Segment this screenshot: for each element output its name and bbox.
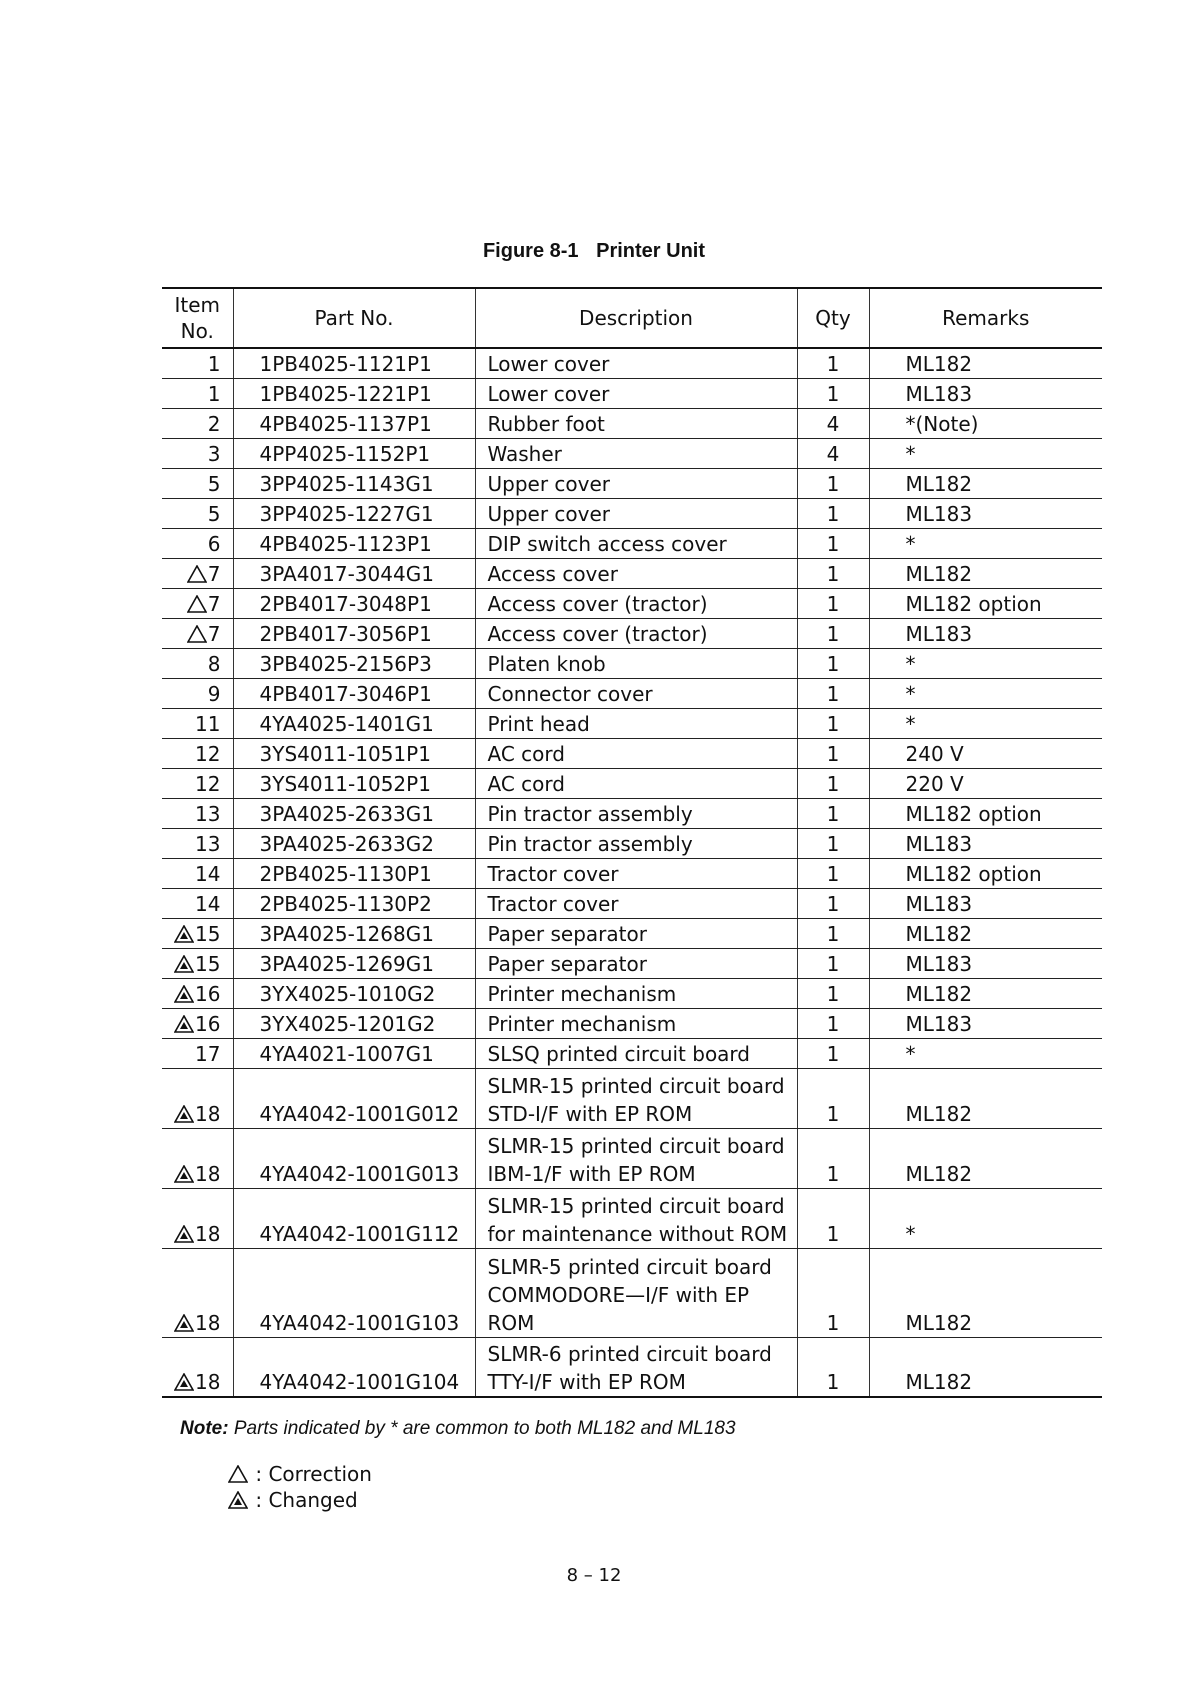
item-no-cell: 8 (162, 648, 233, 678)
item-no-cell: 2 (162, 408, 233, 438)
item-no-cell: 5 (162, 498, 233, 528)
qty-cell: 1 (797, 558, 869, 588)
part-no-cell: 3YX4025-1201G2 (233, 1008, 475, 1038)
changed-triangle-icon (174, 955, 194, 973)
qty-cell: 1 (797, 528, 869, 558)
part-no-cell: 4PP4025-1152P1 (233, 438, 475, 468)
item-no-cell: 15 (162, 918, 233, 948)
qty-cell: 1 (797, 738, 869, 768)
table-row (162, 678, 1102, 708)
legend-correction (228, 1462, 372, 1486)
qty-cell: 1 (797, 1008, 869, 1038)
remarks-cell: ML182 (869, 1248, 1102, 1337)
item-no-cell: 12 (162, 738, 233, 768)
description-cell: AC cord (475, 768, 797, 798)
description-cell: Platen knob (475, 648, 797, 678)
remarks-cell: ML182 option (869, 798, 1102, 828)
part-no-cell: 4YA4042-1001G012 (233, 1068, 475, 1128)
legend-correction-label: : Correction (255, 1462, 372, 1486)
part-no-cell: 4YA4042-1001G103 (233, 1248, 475, 1337)
part-no-cell: 4YA4021-1007G1 (233, 1038, 475, 1068)
qty-cell: 1 (797, 648, 869, 678)
item-no-cell: 12 (162, 768, 233, 798)
table-row (162, 828, 1102, 858)
item-no-cell: 7 (162, 588, 233, 618)
description-cell: Washer (475, 438, 797, 468)
item-no-cell: 7 (162, 558, 233, 588)
qty-cell: 1 (797, 798, 869, 828)
qty-cell: 1 (797, 768, 869, 798)
remarks-cell: ML182 (869, 348, 1102, 378)
table-row (162, 918, 1102, 948)
description-cell: Upper cover (475, 468, 797, 498)
qty-cell: 1 (797, 1068, 869, 1128)
part-no-cell: 1PB4025-1121P1 (233, 348, 475, 378)
part-no-cell: 4PB4025-1137P1 (233, 408, 475, 438)
table-row (162, 438, 1102, 468)
qty-cell: 1 (797, 1128, 869, 1188)
description-cell: DIP switch access cover (475, 528, 797, 558)
remarks-cell: ML183 (869, 828, 1102, 858)
item-no-cell: 5 (162, 468, 233, 498)
part-no-cell: 3PP4025-1227G1 (233, 498, 475, 528)
table-row (162, 888, 1102, 918)
qty-cell: 1 (797, 918, 869, 948)
remarks-cell: * (869, 648, 1102, 678)
qty-cell: 1 (797, 678, 869, 708)
part-no-cell: 4YA4042-1001G104 (233, 1337, 475, 1397)
part-no-cell: 4PB4017-3046P1 (233, 678, 475, 708)
remarks-cell: ML183 (869, 888, 1102, 918)
remarks-cell: ML182 (869, 1068, 1102, 1128)
qty-cell: 1 (797, 1337, 869, 1397)
item-no-cell: 15 (162, 948, 233, 978)
part-no-cell: 3YX4025-1010G2 (233, 978, 475, 1008)
table-row (162, 408, 1102, 438)
table-row (162, 708, 1102, 738)
table-row (162, 1248, 1102, 1337)
description-cell: Print head (475, 708, 797, 738)
part-no-cell: 2PB4017-3048P1 (233, 588, 475, 618)
remarks-cell: ML182 option (869, 588, 1102, 618)
changed-triangle-icon (174, 1015, 194, 1033)
item-no-cell: 9 (162, 678, 233, 708)
description-cell: Pin tractor assembly (475, 798, 797, 828)
part-no-cell: 3PA4025-1268G1 (233, 918, 475, 948)
part-no-cell: 1PB4025-1221P1 (233, 378, 475, 408)
correction-triangle-icon (228, 1465, 248, 1483)
part-no-cell: 3YS4011-1052P1 (233, 768, 475, 798)
item-no-cell: 14 (162, 888, 233, 918)
table-row (162, 978, 1102, 1008)
part-no-cell: 3PB4025-2156P3 (233, 648, 475, 678)
description-cell: Paper separator (475, 918, 797, 948)
item-no-cell: 6 (162, 528, 233, 558)
remarks-cell: ML183 (869, 498, 1102, 528)
part-no-cell: 4YA4042-1001G013 (233, 1128, 475, 1188)
part-no-cell: 4PB4025-1123P1 (233, 528, 475, 558)
table-row (162, 1008, 1102, 1038)
item-no-cell: 18 (162, 1068, 233, 1128)
qty-cell: 1 (797, 708, 869, 738)
changed-triangle-icon (174, 1373, 194, 1391)
header-description: Description (475, 288, 797, 348)
item-no-cell: 13 (162, 828, 233, 858)
table-row (162, 1128, 1102, 1188)
qty-cell: 4 (797, 438, 869, 468)
table-row (162, 1038, 1102, 1068)
description-cell: SLMR-5 printed circuit board COMMODORE—I/F with EP ROM (475, 1248, 797, 1337)
table-row (162, 348, 1102, 378)
description-cell: Connector cover (475, 678, 797, 708)
part-no-cell: 3YS4011-1051P1 (233, 738, 475, 768)
qty-cell: 4 (797, 408, 869, 438)
note-label: Note: (180, 1418, 229, 1439)
qty-cell: 1 (797, 858, 869, 888)
table-row (162, 588, 1102, 618)
qty-cell: 1 (797, 378, 869, 408)
qty-cell: 1 (797, 978, 869, 1008)
table-row (162, 768, 1102, 798)
part-no-cell: 2PB4017-3056P1 (233, 618, 475, 648)
table-row (162, 1188, 1102, 1248)
item-no-cell: 16 (162, 1008, 233, 1038)
table-row (162, 498, 1102, 528)
header-qty: Qty (797, 288, 869, 348)
figure-number: Figure 8-1 (482, 240, 579, 262)
correction-triangle-icon (187, 595, 207, 613)
note-text: Parts indicated by * are common to both ML182 and ML183 (233, 1418, 736, 1439)
description-cell: SLMR-15 printed circuit board for maintenance without ROM (475, 1188, 797, 1248)
footnote (180, 1418, 736, 1440)
item-no-cell: 18 (162, 1337, 233, 1397)
item-no-cell: 18 (162, 1128, 233, 1188)
changed-triangle-icon (228, 1491, 248, 1509)
item-no-cell: 11 (162, 708, 233, 738)
legend-changed (228, 1488, 358, 1512)
description-cell: Lower cover (475, 348, 797, 378)
description-cell: Upper cover (475, 498, 797, 528)
description-cell: Paper separator (475, 948, 797, 978)
remarks-cell: *(Note) (869, 408, 1102, 438)
part-no-cell: 3PA4025-1269G1 (233, 948, 475, 978)
remarks-cell: ML182 (869, 978, 1102, 1008)
description-cell: Pin tractor assembly (475, 828, 797, 858)
table-row (162, 738, 1102, 768)
part-no-cell: 3PA4017-3044G1 (233, 558, 475, 588)
changed-triangle-icon (174, 1314, 194, 1332)
qty-cell: 1 (797, 588, 869, 618)
parts-table (162, 287, 1102, 1398)
changed-triangle-icon (174, 1105, 194, 1123)
header-item-no: Item No. (162, 288, 233, 348)
item-no-cell: 3 (162, 438, 233, 468)
description-cell: Tractor cover (475, 888, 797, 918)
remarks-cell: * (869, 1038, 1102, 1068)
qty-cell: 1 (797, 1038, 869, 1068)
table-row (162, 648, 1102, 678)
remarks-cell: ML183 (869, 948, 1102, 978)
part-no-cell: 3PA4025-2633G2 (233, 828, 475, 858)
changed-triangle-icon (174, 1165, 194, 1183)
description-cell: Access cover (475, 558, 797, 588)
page-number: 8 – 12 (566, 1565, 622, 1586)
remarks-cell: ML183 (869, 378, 1102, 408)
remarks-cell: 220 V (869, 768, 1102, 798)
remarks-cell: ML183 (869, 618, 1102, 648)
item-no-cell: 18 (162, 1248, 233, 1337)
header-part-no: Part No. (233, 288, 475, 348)
item-no-cell: 18 (162, 1188, 233, 1248)
item-no-cell: 1 (162, 378, 233, 408)
description-cell: Lower cover (475, 378, 797, 408)
table-row (162, 1068, 1102, 1128)
item-no-cell: 7 (162, 618, 233, 648)
changed-triangle-icon (174, 985, 194, 1003)
remarks-cell: ML182 option (869, 858, 1102, 888)
item-no-cell: 17 (162, 1038, 233, 1068)
table-row (162, 468, 1102, 498)
qty-cell: 1 (797, 468, 869, 498)
changed-triangle-icon (174, 1225, 194, 1243)
remarks-cell: * (869, 708, 1102, 738)
qty-cell: 1 (797, 888, 869, 918)
remarks-cell: ML182 (869, 468, 1102, 498)
part-no-cell: 2PB4025-1130P2 (233, 888, 475, 918)
part-no-cell: 4YA4025-1401G1 (233, 708, 475, 738)
table-header-row (162, 288, 1102, 348)
qty-cell: 1 (797, 498, 869, 528)
correction-triangle-icon (187, 565, 207, 583)
qty-cell: 1 (797, 618, 869, 648)
qty-cell: 1 (797, 348, 869, 378)
description-cell: SLMR-15 printed circuit board STD-I/F with EP ROM (475, 1068, 797, 1128)
changed-triangle-icon (174, 925, 194, 943)
description-cell: Rubber foot (475, 408, 797, 438)
item-no-cell: 1 (162, 348, 233, 378)
table-row (162, 618, 1102, 648)
remarks-cell: ML182 (869, 1337, 1102, 1397)
remarks-cell: 240 V (869, 738, 1102, 768)
remarks-cell: ML182 (869, 558, 1102, 588)
qty-cell: 1 (797, 828, 869, 858)
part-no-cell: 4YA4042-1001G112 (233, 1188, 475, 1248)
description-cell: Printer mechanism (475, 1008, 797, 1038)
figure-caption: Printer Unit (596, 240, 706, 262)
part-no-cell: 3PP4025-1143G1 (233, 468, 475, 498)
description-cell: SLMR-15 printed circuit board IBM-1/F with EP ROM (475, 1128, 797, 1188)
item-no-cell: 16 (162, 978, 233, 1008)
item-no-cell: 13 (162, 798, 233, 828)
qty-cell: 1 (797, 948, 869, 978)
table-row (162, 558, 1102, 588)
description-cell: SLSQ printed circuit board (475, 1038, 797, 1068)
qty-cell: 1 (797, 1188, 869, 1248)
item-no-cell: 14 (162, 858, 233, 888)
part-no-cell: 3PA4025-2633G1 (233, 798, 475, 828)
description-cell: Access cover (tractor) (475, 588, 797, 618)
figure-title (0, 240, 1188, 263)
remarks-cell: ML183 (869, 1008, 1102, 1038)
remarks-cell: ML182 (869, 918, 1102, 948)
header-remarks: Remarks (869, 288, 1102, 348)
table-row (162, 798, 1102, 828)
description-cell: Tractor cover (475, 858, 797, 888)
description-cell: SLMR-6 printed circuit board TTY-I/F with EP ROM (475, 1337, 797, 1397)
table-row (162, 1337, 1102, 1397)
part-no-cell: 2PB4025-1130P1 (233, 858, 475, 888)
remarks-cell: * (869, 438, 1102, 468)
table-row (162, 948, 1102, 978)
remarks-cell: * (869, 528, 1102, 558)
description-cell: AC cord (475, 738, 797, 768)
table-row (162, 858, 1102, 888)
description-cell: Access cover (tractor) (475, 618, 797, 648)
remarks-cell: ML182 (869, 1128, 1102, 1188)
remarks-cell: * (869, 678, 1102, 708)
table-row (162, 378, 1102, 408)
table-row (162, 528, 1102, 558)
legend-changed-label: : Changed (255, 1488, 358, 1512)
description-cell: Printer mechanism (475, 978, 797, 1008)
correction-triangle-icon (187, 625, 207, 643)
remarks-cell: * (869, 1188, 1102, 1248)
qty-cell: 1 (797, 1248, 869, 1337)
